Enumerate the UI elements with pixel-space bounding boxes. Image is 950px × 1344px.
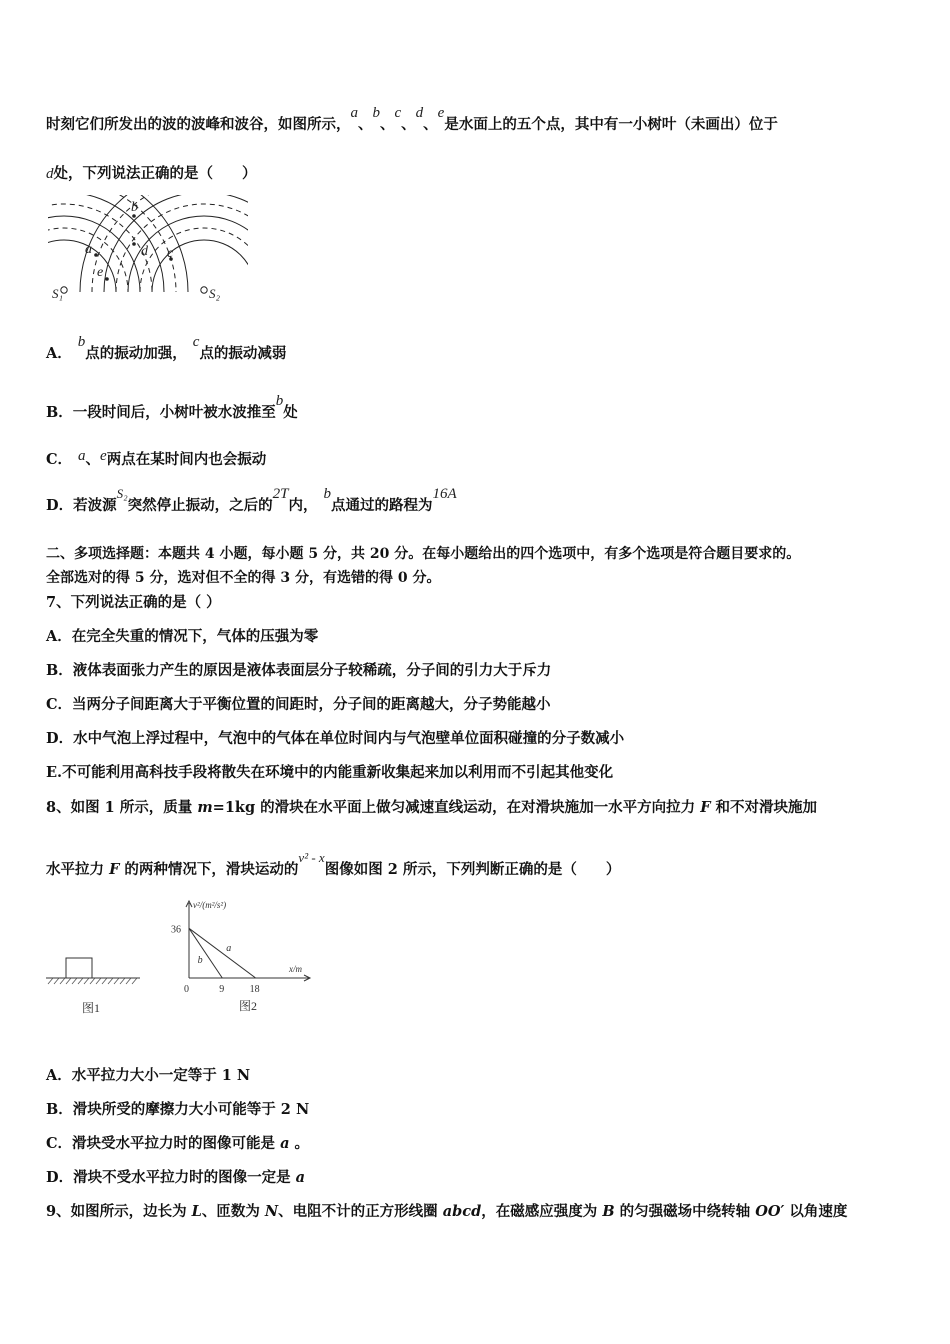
q6-option-c: C． a、e两点在某时间内也会振动 — [46, 448, 267, 468]
fig1-label: 图1 — [82, 1001, 101, 1015]
point-c-var: c — [394, 105, 402, 121]
q7-stem: 7、下列说法正确的是（ ） — [46, 594, 221, 611]
source-s2 — [201, 287, 207, 293]
section2-header-line2: 全部选对的得 5 分，选对但不全的得 3 分，有选错的得 0 分。 — [46, 570, 441, 586]
q6-stem-line1: 时刻它们所发出的波的波峰和波谷，如图所示，a、b、c、d、e是水面上的五个点，其中有一小树叶（未画出）位于 — [46, 105, 778, 133]
fig-label-s2: S₂ — [209, 286, 221, 301]
slider-block — [66, 958, 92, 978]
q8-option-b: B．滑块所受的摩擦力大小可能等于 2 N — [46, 1101, 310, 1118]
point-e-dot — [105, 277, 109, 281]
q7-option-c: C．当两分子间距离大于平衡位置的间距时，分子间的距离越大，分子势能越小 — [46, 696, 551, 713]
q8-option-a: A．水平拉力大小一定等于 1 N — [46, 1067, 251, 1084]
q7-option-b: B．液体表面张力产生的原因是液体表面层分子较稀疏，分子间的引力大于斥力 — [46, 662, 552, 679]
q6-option-d: D．若波源S₂突然停止振动，之后的2T内，b点通过的路程为16A — [46, 486, 457, 514]
q7-option-d: D．水中气泡上浮过程中，气泡中的气体在单位时间内与气泡壁单位面积碰撞的分子数减小 — [46, 730, 625, 747]
q6-option-b: B．一段时间后，小树叶被水波推至b处 — [46, 393, 298, 421]
section2-header-line1: 二、多项选择题：本题共 4 小题，每小题 5 分，共 20 分。在每小题给出的四个选项中，有多个选项是符合题目要求的。 — [46, 546, 801, 562]
fig-label-e: e — [97, 265, 104, 280]
chart-x-label: x/m — [289, 964, 302, 974]
series-line-b — [189, 928, 222, 978]
crest-s1-1 — [48, 216, 140, 292]
point-e-var: e — [437, 105, 445, 121]
fig-label-c: c — [167, 246, 174, 261]
chart-x-tick-18: 18 — [249, 984, 260, 995]
trough-s2-2 — [92, 195, 248, 292]
chart-y-tick-36: 36 — [171, 924, 181, 936]
q9-stem-line1: 9、如图所示，边长为 L、匝数为 N、电阻不计的正方形线圈 abcd，在磁感应强度为 B 的匀强磁场中绕转轴 OO′ 以角速度 — [46, 1203, 848, 1220]
q7-option-e: E.不可能利用高科技手段将散失在环境中的内能重新收集起来加以利用而不引起其他变化 — [46, 764, 614, 781]
q6-option-a: A．b点的振动加强，c点的振动减弱 — [46, 334, 287, 362]
chart-x-tick-9: 9 — [219, 984, 225, 995]
fig-label-s1: S₁ — [52, 286, 64, 301]
crest-s1-0 — [48, 240, 116, 292]
trough-s1-0 — [48, 228, 128, 292]
fig-label-b: b — [131, 200, 138, 215]
point-a-dot — [94, 253, 98, 257]
chart-y-label: v²/(m²/s²) — [193, 900, 227, 910]
q8-stem-line1: 8、如图 1 所示，质量 m=1kg 的滑块在水平面上做匀减速直线运动，在对滑块施加一水平方向拉力 F 和不对滑块施加 — [46, 799, 818, 816]
q8-option-c: C．滑块受水平拉力时的图像可能是 a 。 — [46, 1135, 310, 1152]
fig-label-d: d — [141, 244, 148, 259]
crest-s2-2 — [104, 195, 248, 292]
point-d-dot — [132, 242, 136, 246]
series-label-a: a — [226, 943, 232, 955]
q7-option-a: A．在完全失重的情况下，气体的压强为零 — [46, 628, 319, 645]
trough-s2-1 — [116, 204, 248, 292]
point-a-var: a — [350, 105, 358, 121]
q8-stem-line2: 水平拉力 F 的两种情况下，滑块运动的v² - x图像如图 2 所示，下列判断正确的是（ ） — [46, 850, 621, 878]
q6-stem-line2: d处，下列说法正确的是（ ） — [46, 165, 257, 182]
fig-label-a: a — [85, 242, 92, 257]
q8-figure1 — [44, 950, 144, 1020]
point-b-var: b — [372, 105, 380, 121]
series-label-b: b — [197, 955, 203, 967]
crest-s1-3 — [48, 195, 188, 292]
series-line-a — [189, 928, 256, 978]
point-d-var: d — [415, 105, 424, 121]
wave-interference-figure — [48, 195, 248, 310]
fig2-label: 图2 — [239, 999, 258, 1013]
q8-option-d: D．滑块不受水平拉力时的图像一定是 a — [46, 1169, 306, 1186]
v2-x-chart — [163, 898, 313, 1020]
trough-s2-0 — [140, 228, 248, 292]
chart-origin-label: 0 — [184, 984, 189, 995]
